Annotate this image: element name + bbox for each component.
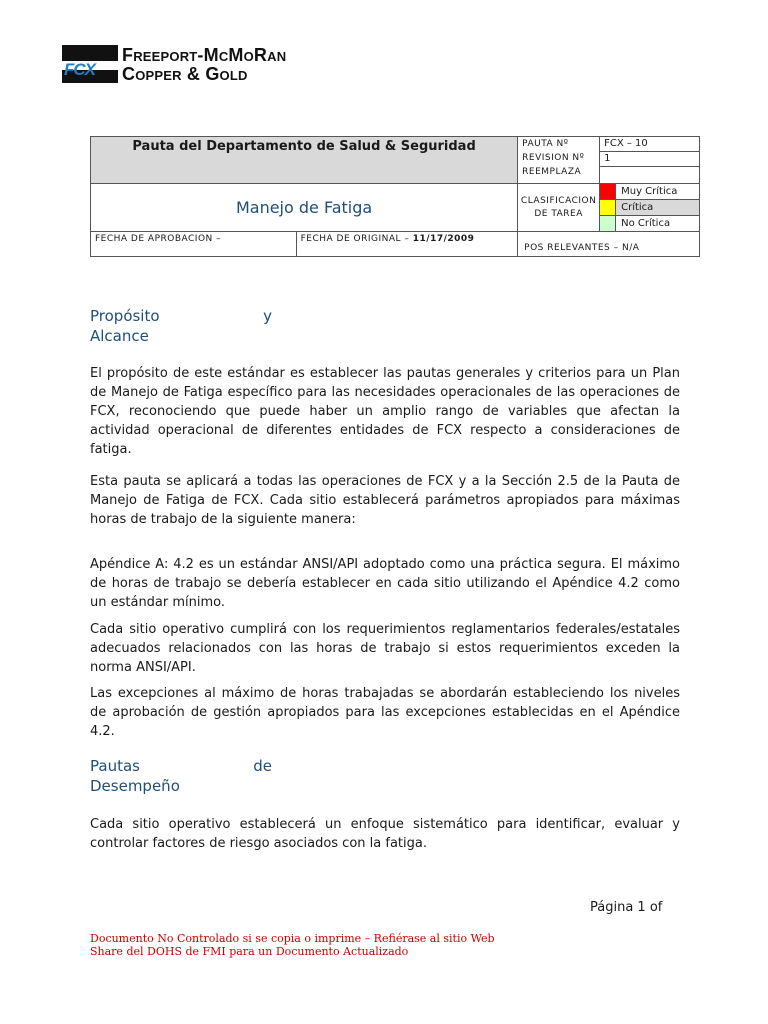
reemplaza-value (600, 167, 699, 181)
fecha-aprobacion: FECHA DE APROBACION – (91, 232, 297, 257)
pauta-label: PAUTA Nº (522, 139, 569, 149)
fecha-original-value: 11/17/2009 (412, 234, 475, 244)
footer-disclaimer (90, 932, 495, 958)
paragraph-5: Las excepciones al máximo de horas trabajadas se abordarán estableciendo los niveles de aprobación de gestión apropiados para las excepciones establecidas en el Apéndice 4.2. (90, 686, 680, 739)
field-labels (518, 137, 600, 184)
classification-legend (600, 184, 700, 232)
footer-line-1: Documento No Controlado si se copia o imprime – Refiérase al sitio Web (90, 932, 495, 945)
footer-line-2: Share del DOHS de FMI para un Documento Actualizado (90, 945, 409, 958)
logo-mark (62, 45, 118, 83)
swatch-green (600, 216, 616, 231)
heading-proposito: Propósito y Alcance (90, 307, 272, 345)
classification-label: CLASIFICACION DE TAREA (518, 184, 600, 232)
pos-relevantes: POS RELEVANTES – N/A (518, 232, 700, 257)
swatch-yellow (600, 200, 616, 215)
reemplaza-label: REEMPLAZA (522, 167, 582, 177)
page-number: Página 1 of (590, 900, 663, 915)
document-title: Manejo de Fatiga (91, 184, 518, 232)
paragraph-3: Apéndice A: 4.2 es un estándar ANSI/API adoptado como una práctica segura. El máximo de horas de trabajo se debería establecer en cada sitio utilizando el Apéndice 4.2 como un estándar mínimo. (90, 557, 680, 610)
header-table (90, 136, 700, 257)
swatch-red (600, 184, 616, 199)
department-title: Pauta del Departamento de Salud & Seguridad (91, 137, 518, 184)
logo-line-2: Copper & Gold (122, 64, 248, 84)
heading-pautas: Pautas de Desempeño (90, 757, 272, 795)
classification-critica: Crítica (600, 200, 699, 216)
pauta-value: FCX – 10 (600, 137, 699, 152)
paragraph-1: El propósito de este estándar es establecer las pautas generales y criterios para un Plan de Manejo de Fatiga específico para las necesidades operacionales de las operaciones de FCX, reconociendo que puede haber un amplio rango de variables que afectan la actividad operacional de diferentes entidades de FCX respecto a consideraciones de fatiga. (90, 366, 680, 457)
paragraph-2: Esta pauta se aplicará a todas las operaciones de FCX y a la Sección 2.5 de la Pauta de Manejo de Fatiga de FCX. Cada sitio establecerá parámetros apropiados para máximas horas de trabajo de la siguiente manera: (90, 474, 680, 527)
fecha-original: FECHA DE ORIGINAL – 11/17/2009 (296, 232, 518, 257)
revision-label: REVISION Nº (522, 153, 585, 163)
revision-value: 1 (600, 152, 699, 167)
field-values (600, 137, 700, 184)
logo-mark-text: FCX (64, 60, 95, 79)
classification-muy-critica: Muy Crítica (600, 184, 699, 200)
paragraph-6: Cada sitio operativo establecerá un enfoque sistemático para identificar, evaluar y controlar factores de riesgo asociados con la fatiga. (90, 817, 680, 851)
company-logo (62, 45, 312, 85)
paragraph-4: Cada sitio operativo cumplirá con los requerimientos reglamentarios federales/estatales adecuados relacionados con las horas de trabajo si estos requerimientos exceden la norma ANSI/API. (90, 622, 680, 675)
classification-no-critica: No Crítica (600, 216, 699, 231)
logo-line-1: Freeport-McMoRan (122, 45, 287, 65)
